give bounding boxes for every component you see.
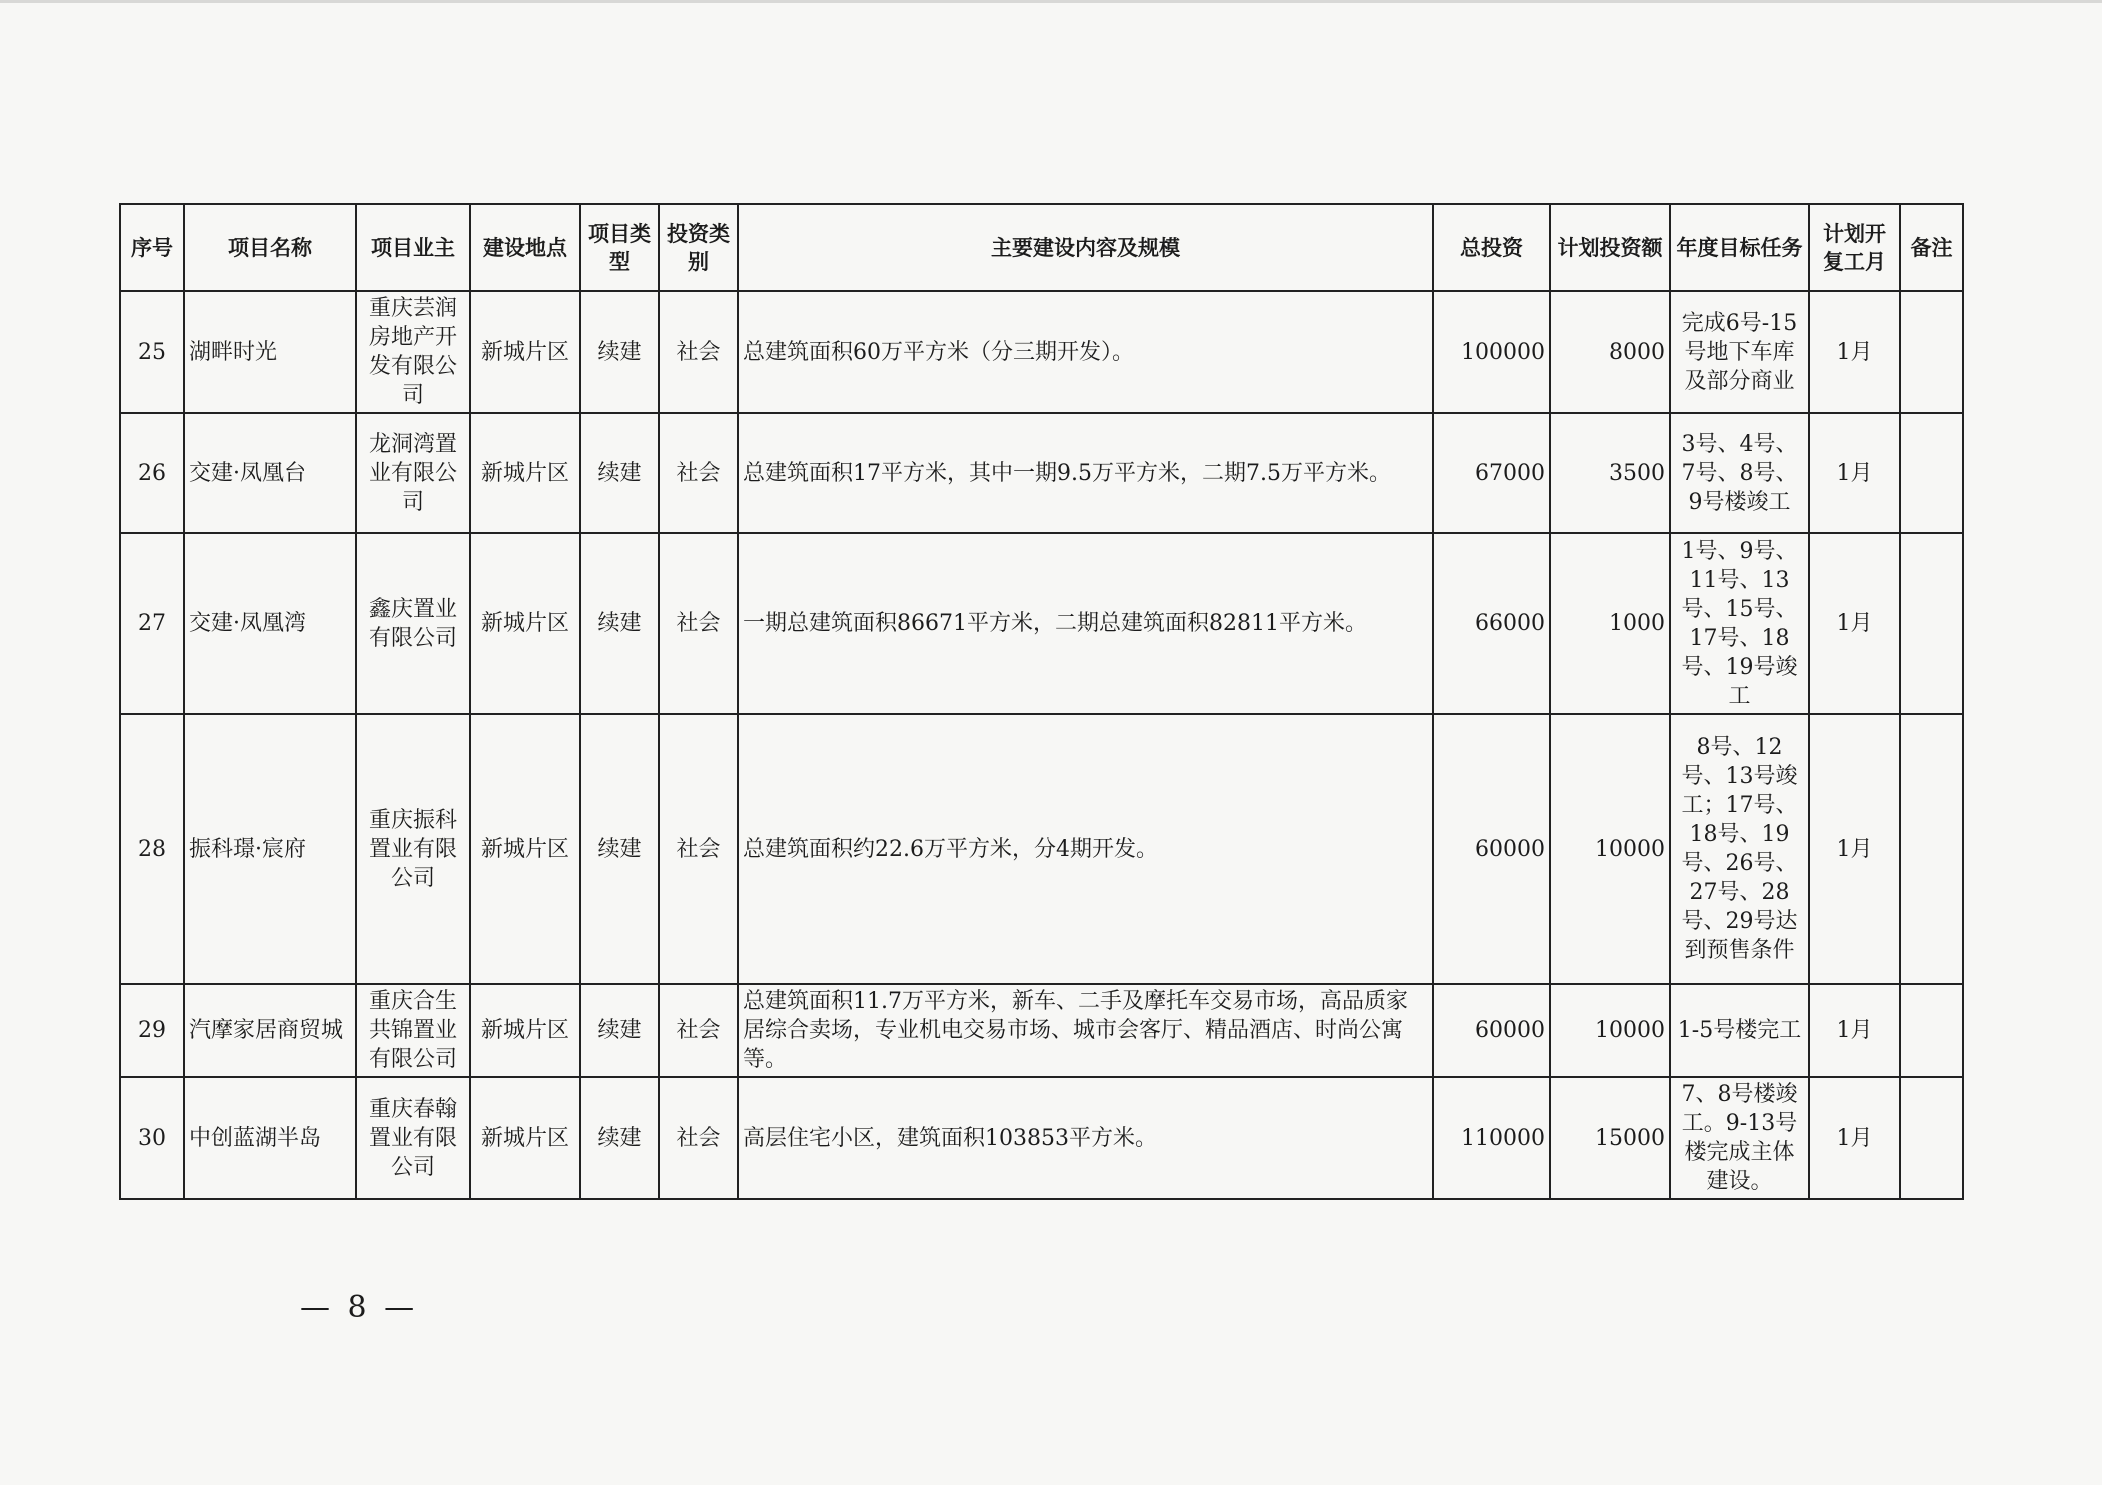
cell-location: 新城片区 xyxy=(470,714,580,984)
header-owner: 项目业主 xyxy=(356,204,470,291)
cell-location: 新城片区 xyxy=(470,984,580,1077)
cell-name: 中创蓝湖半岛 xyxy=(184,1077,356,1199)
cell-content: 高层住宅小区，建筑面积103853平方米。 xyxy=(738,1077,1433,1199)
cell-content: 一期总建筑面积86671平方米，二期总建筑面积82811平方米。 xyxy=(738,533,1433,714)
table-row xyxy=(120,714,1963,984)
cell-name: 汽摩家居商贸城 xyxy=(184,984,356,1077)
cell-owner: 重庆芸润房地产开发有限公司 xyxy=(356,291,470,413)
cell-remark xyxy=(1900,714,1963,984)
cell-start: 1月 xyxy=(1809,1077,1900,1199)
header-location: 建设地点 xyxy=(470,204,580,291)
cell-start: 1月 xyxy=(1809,714,1900,984)
cell-name: 湖畔时光 xyxy=(184,291,356,413)
cell-start: 1月 xyxy=(1809,413,1900,533)
cell-location: 新城片区 xyxy=(470,413,580,533)
cell-category: 社会 xyxy=(659,1077,738,1199)
cell-start: 1月 xyxy=(1809,533,1900,714)
cell-category: 社会 xyxy=(659,413,738,533)
header-content: 主要建设内容及规模 xyxy=(738,204,1433,291)
header-plan: 计划投资额 xyxy=(1550,204,1670,291)
table-row xyxy=(120,413,1963,533)
cell-owner: 重庆春翰置业有限公司 xyxy=(356,1077,470,1199)
cell-no: 30 xyxy=(120,1077,184,1199)
cell-plan: 8000 xyxy=(1550,291,1670,413)
cell-location: 新城片区 xyxy=(470,533,580,714)
table-row xyxy=(120,984,1963,1077)
cell-plan: 15000 xyxy=(1550,1077,1670,1199)
cell-no: 28 xyxy=(120,714,184,984)
cell-total: 66000 xyxy=(1433,533,1550,714)
cell-type: 续建 xyxy=(580,413,659,533)
header-remark: 备注 xyxy=(1900,204,1963,291)
cell-type: 续建 xyxy=(580,291,659,413)
cell-type: 续建 xyxy=(580,714,659,984)
table-row xyxy=(120,291,1963,413)
cell-target: 8号、12号、13号竣工；17号、18号、19号、26号、27号、28号、29号达到预售条件 xyxy=(1670,714,1809,984)
header-type: 项目类型 xyxy=(580,204,659,291)
cell-target: 完成6号-15号地下车库及部分商业 xyxy=(1670,291,1809,413)
cell-category: 社会 xyxy=(659,714,738,984)
cell-content: 总建筑面积60万平方米（分三期开发）。 xyxy=(738,291,1433,413)
cell-plan: 1000 xyxy=(1550,533,1670,714)
cell-target: 1号、9号、11号、13号、15号、17号、18号、19号竣工 xyxy=(1670,533,1809,714)
cell-remark xyxy=(1900,413,1963,533)
header-total: 总投资 xyxy=(1433,204,1550,291)
cell-category: 社会 xyxy=(659,533,738,714)
cell-location: 新城片区 xyxy=(470,291,580,413)
cell-content: 总建筑面积17平方米，其中一期9.5万平方米，二期7.5万平方米。 xyxy=(738,413,1433,533)
cell-no: 29 xyxy=(120,984,184,1077)
cell-start: 1月 xyxy=(1809,291,1900,413)
header-target: 年度目标任务 xyxy=(1670,204,1809,291)
cell-remark xyxy=(1900,291,1963,413)
cell-remark xyxy=(1900,984,1963,1077)
header-no: 序号 xyxy=(120,204,184,291)
cell-total: 60000 xyxy=(1433,984,1550,1077)
cell-type: 续建 xyxy=(580,1077,659,1199)
cell-no: 27 xyxy=(120,533,184,714)
cell-plan: 3500 xyxy=(1550,413,1670,533)
cell-target: 3号、4号、7号、8号、9号楼竣工 xyxy=(1670,413,1809,533)
cell-remark xyxy=(1900,1077,1963,1199)
cell-target: 7、8号楼竣工。9-13号楼完成主体建设。 xyxy=(1670,1077,1809,1199)
cell-total: 60000 xyxy=(1433,714,1550,984)
header-row xyxy=(120,204,1963,291)
header-start: 计划开复工月 xyxy=(1809,204,1900,291)
cell-total: 110000 xyxy=(1433,1077,1550,1199)
cell-no: 26 xyxy=(120,413,184,533)
header-name: 项目名称 xyxy=(184,204,356,291)
header-category: 投资类别 xyxy=(659,204,738,291)
project-table xyxy=(119,203,1964,1200)
cell-plan: 10000 xyxy=(1550,984,1670,1077)
cell-plan: 10000 xyxy=(1550,714,1670,984)
table-row xyxy=(120,1077,1963,1199)
cell-target: 1-5号楼完工 xyxy=(1670,984,1809,1077)
cell-total: 67000 xyxy=(1433,413,1550,533)
cell-type: 续建 xyxy=(580,984,659,1077)
cell-total: 100000 xyxy=(1433,291,1550,413)
cell-location: 新城片区 xyxy=(470,1077,580,1199)
cell-owner: 鑫庆置业有限公司 xyxy=(356,533,470,714)
cell-owner: 重庆合生共锦置业有限公司 xyxy=(356,984,470,1077)
cell-name: 振科璟·宸府 xyxy=(184,714,356,984)
scan-top-edge xyxy=(0,0,2102,3)
page-number: — 8 — xyxy=(300,1290,419,1325)
cell-remark xyxy=(1900,533,1963,714)
cell-owner: 重庆振科置业有限公司 xyxy=(356,714,470,984)
cell-owner: 龙洞湾置业有限公司 xyxy=(356,413,470,533)
cell-content: 总建筑面积约22.6万平方米，分4期开发。 xyxy=(738,714,1433,984)
cell-name: 交建·凤凰台 xyxy=(184,413,356,533)
table-row xyxy=(120,533,1963,714)
cell-start: 1月 xyxy=(1809,984,1900,1077)
cell-name: 交建·凤凰湾 xyxy=(184,533,356,714)
cell-category: 社会 xyxy=(659,291,738,413)
cell-category: 社会 xyxy=(659,984,738,1077)
cell-type: 续建 xyxy=(580,533,659,714)
cell-no: 25 xyxy=(120,291,184,413)
cell-content: 总建筑面积11.7万平方米，新车、二手及摩托车交易市场，高品质家居综合卖场，专业机电交易市场、城市会客厅、精品酒店、时尚公寓等。 xyxy=(738,984,1433,1077)
